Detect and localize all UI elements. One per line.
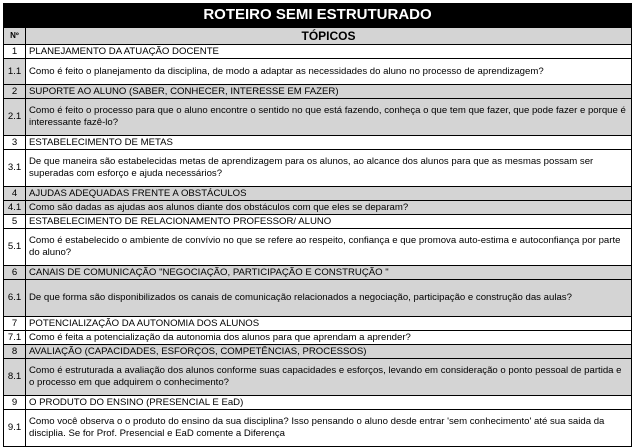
header-topics: TÓPICOS [26, 28, 632, 45]
column-header-row [4, 28, 632, 45]
question-row [4, 229, 632, 266]
question-row [4, 359, 632, 396]
question-text: Como são dadas as ajudas aos alunos diante dos obstáculos com que eles se deparam? [26, 201, 632, 215]
question-row [4, 59, 632, 85]
row-number: 2.1 [4, 99, 26, 136]
section-row [4, 85, 632, 99]
section-row [4, 345, 632, 359]
header-num: Nº [4, 28, 26, 45]
section-title: ESTABELECIMENTO DE RELACIONAMENTO PROFESSOR/ ALUNO [26, 215, 632, 229]
section-row [4, 187, 632, 201]
section-row [4, 396, 632, 410]
section-title: AJUDAS ADEQUADAS FRENTE A OBSTÁCULOS [26, 187, 632, 201]
question-text: Como é estabelecido o ambiente de convívio no que se refere ao respeito, confiança e que promova auto-estima e autoconfiança por parte do aluno? [26, 229, 632, 266]
question-text: Como é feito o processo para que o aluno encontre o sentido no que está fazendo, conheça o que tem que fazer, que pode fazer e porque é interessante fazê-lo? [26, 99, 632, 136]
question-row [4, 280, 632, 317]
section-row [4, 317, 632, 331]
row-number: 9 [4, 396, 26, 410]
section-row [4, 45, 632, 59]
question-row [4, 150, 632, 187]
question-text: Como é feita a potencialização da autonomia dos alunos para que aprendam a aprender? [26, 331, 632, 345]
title-row [4, 4, 632, 28]
question-row [4, 410, 632, 447]
section-title: POTENCIALIZAÇÃO DA AUTONOMIA DOS ALUNOS [26, 317, 632, 331]
row-number: 2 [4, 85, 26, 99]
row-number: 5.1 [4, 229, 26, 266]
row-number: 5 [4, 215, 26, 229]
section-title: SUPORTE AO ALUNO (SABER, CONHECER, INTERESSE EM FAZER) [26, 85, 632, 99]
table-title: ROTEIRO SEMI ESTRUTURADO [4, 4, 632, 28]
section-title: AVALIAÇÃO (CAPACIDADES, ESFORÇOS, COMPETÊNCIAS, PROCESSOS) [26, 345, 632, 359]
row-number: 7 [4, 317, 26, 331]
row-number: 7.1 [4, 331, 26, 345]
section-title: PLANEJAMENTO DA ATUAÇÃO DOCENTE [26, 45, 632, 59]
question-text: Como é feito o planejamento da disciplina, de modo a adaptar as necessidades do aluno no processo de aprendizagem? [26, 59, 632, 85]
row-number: 8.1 [4, 359, 26, 396]
row-number: 9.1 [4, 410, 26, 447]
row-number: 4 [4, 187, 26, 201]
section-row [4, 215, 632, 229]
section-title: O PRODUTO DO ENSINO (PRESENCIAL E EaD) [26, 396, 632, 410]
question-text: Como é estruturada a avaliação dos alunos conforme suas capacidades e esforços, levando em consideração o ponto pessoal de partida e o processo em que adquirem o conhecimento? [26, 359, 632, 396]
row-number: 6.1 [4, 280, 26, 317]
section-title: ESTABELECIMENTO DE METAS [26, 136, 632, 150]
roteiro-table [3, 3, 632, 447]
row-number: 1 [4, 45, 26, 59]
question-row [4, 331, 632, 345]
section-title: CANAIS DE COMUNICAÇÃO "NEGOCIAÇÃO, PARTICIPAÇÃO E CONSTRUÇÃO " [26, 266, 632, 280]
section-row [4, 136, 632, 150]
row-number: 3.1 [4, 150, 26, 187]
question-text: De que forma são disponibilizados os canais de comunicação relacionados a negociação, participação e construção das aulas? [26, 280, 632, 317]
question-text: Como você observa o o produto do ensino da sua disciplina? Isso pensando o aluno desde entrar 'sem conhecimento' até sua saida da disciplia. Se for Prof. Presencial e EaD comente a Diferença [26, 410, 632, 447]
question-row [4, 99, 632, 136]
roteiro-sheet [3, 3, 632, 447]
question-text: De que maneira são estabelecidas metas de aprendizagem para os alunos, ao alcance dos alunos para que as mesmas possam ser superadas com esforço e ajuda necessários? [26, 150, 632, 187]
row-number: 4.1 [4, 201, 26, 215]
section-row [4, 266, 632, 280]
row-number: 8 [4, 345, 26, 359]
row-number: 3 [4, 136, 26, 150]
row-number: 6 [4, 266, 26, 280]
row-number: 1.1 [4, 59, 26, 85]
question-row [4, 201, 632, 215]
